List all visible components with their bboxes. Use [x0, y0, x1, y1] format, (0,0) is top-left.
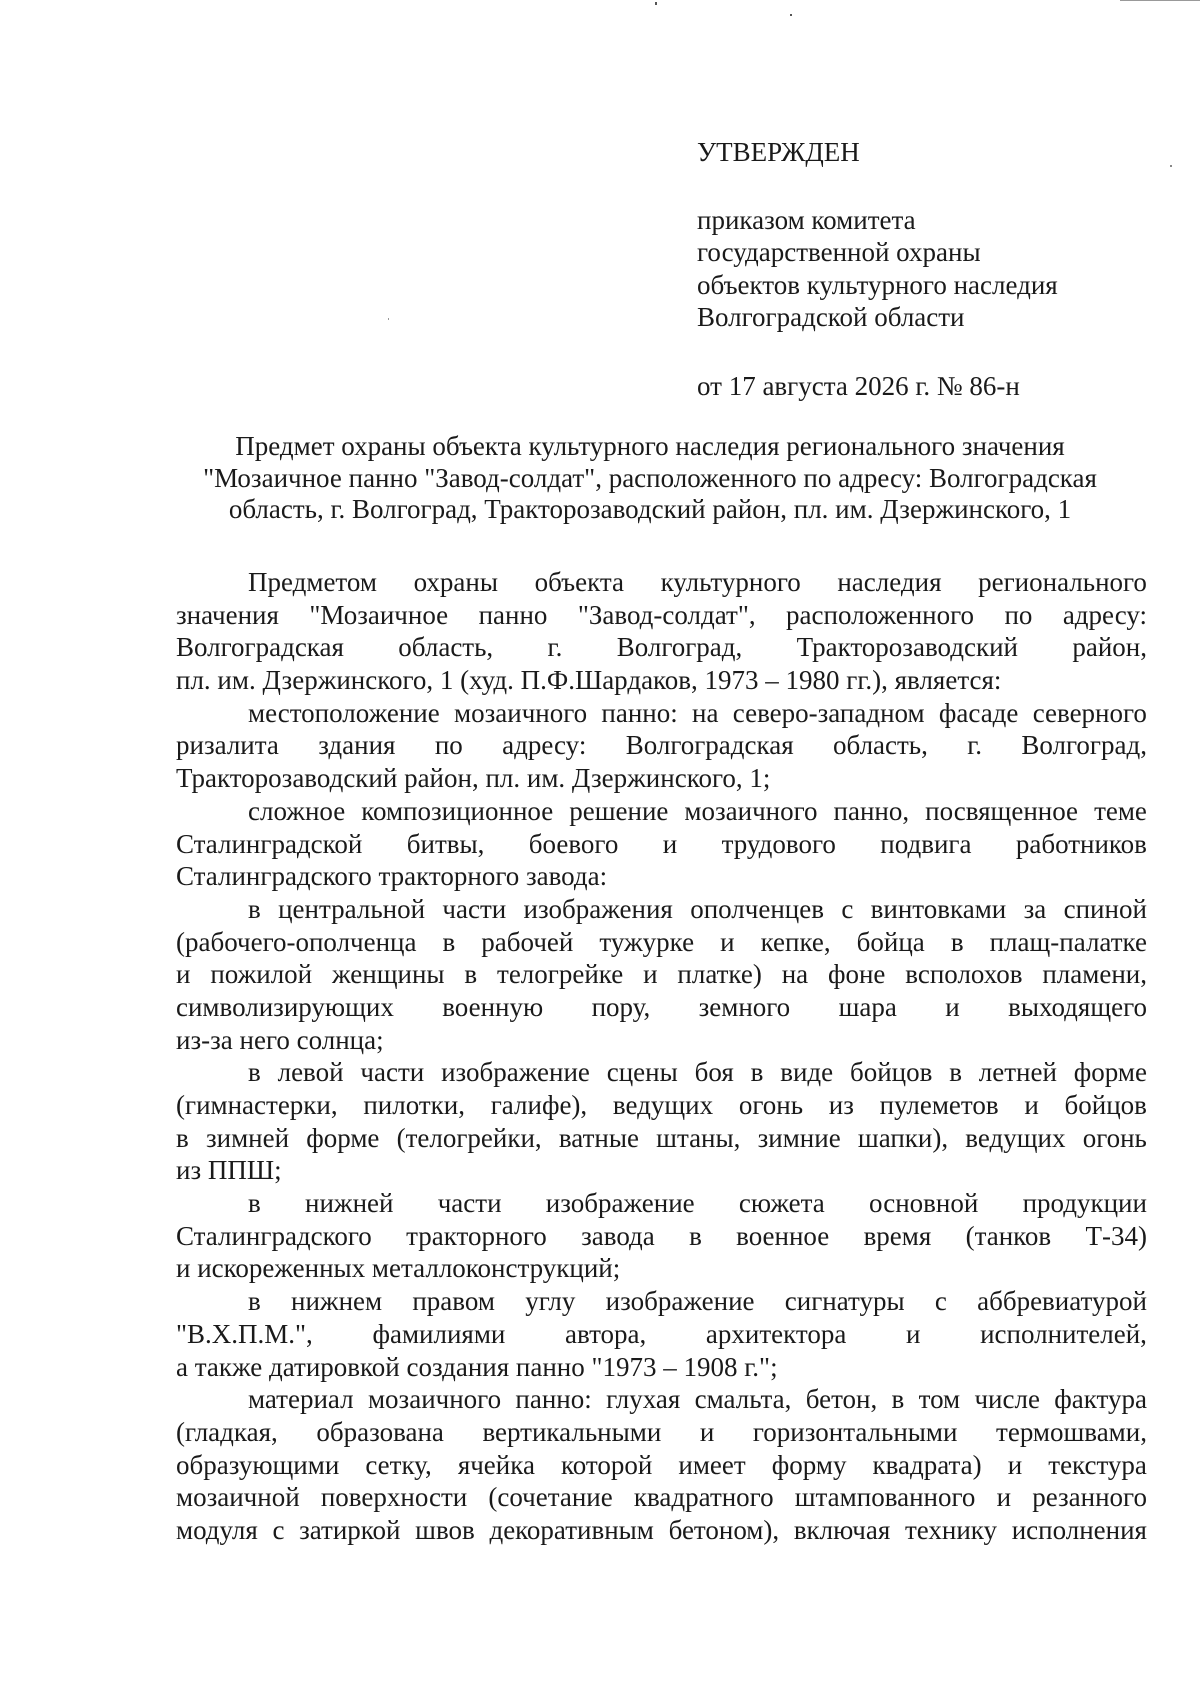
scan-speck [790, 14, 792, 16]
body-line: Тракторозаводский район, пл. им. Дзержинского, 1; [176, 763, 771, 794]
body-word: и [699, 1416, 715, 1447]
body-word: нижнем [291, 1286, 383, 1317]
body-word: включая [793, 1514, 891, 1545]
body-word: Сталинградского [176, 1220, 372, 1251]
body-word: с [272, 1514, 285, 1545]
body-word: и [996, 1482, 1012, 1513]
body-word: и [176, 959, 191, 990]
body-word: образована [316, 1416, 444, 1447]
body-word: в [248, 893, 261, 924]
body-word: и [720, 926, 735, 957]
body-line: и искореженных металлоконструкций; [176, 1253, 621, 1284]
body-line [176, 1285, 1147, 1318]
body-word: резанного [1032, 1482, 1147, 1513]
body-word: фоне [827, 959, 886, 990]
body-word: смальта, [694, 1384, 792, 1415]
body-word: Волгоградская [625, 730, 794, 761]
body-word: исполнителей, [980, 1318, 1147, 1349]
body-word: битвы, [406, 828, 485, 859]
body-word: декоративным [489, 1514, 654, 1545]
body-word: рабочей [481, 926, 574, 957]
body-word: и [643, 959, 658, 990]
body-word: по [434, 730, 463, 761]
body-word: и [945, 991, 960, 1022]
body-word: которой [561, 1449, 653, 1480]
body-word: ведущих [965, 1122, 1066, 1153]
body-word: продукции [1022, 1188, 1147, 1219]
approval-title: УТВЕРЖДЕН [697, 137, 860, 167]
body-word: бетон, [805, 1384, 878, 1415]
heading-line: Предмет охраны объекта культурного наследия регионального значения [235, 431, 1065, 461]
body-line [176, 1187, 1147, 1220]
body-word: Предметом [248, 567, 377, 597]
body-word: ополченцев [690, 893, 824, 924]
body-word: значения [176, 599, 279, 630]
body-word: с [934, 1286, 947, 1317]
body-word: фамилиями [372, 1318, 506, 1349]
body-word: автора, [565, 1318, 647, 1349]
approval-line: объектов культурного наследия [697, 269, 1058, 300]
body-word: регионального [978, 567, 1147, 597]
body-word: зимней [205, 1122, 290, 1153]
body-word: в [248, 1057, 261, 1088]
body-word: бойцов [1064, 1090, 1147, 1120]
body-line [176, 1449, 1147, 1482]
heading-line: область, г. Волгоград, Тракторозаводский район, пл. им. Дзержинского, 1 [228, 494, 1072, 524]
body-word: центральной [278, 893, 426, 924]
scan-speck [388, 318, 389, 320]
body-word: посвященное [925, 795, 1079, 826]
body-word: исполнения [1011, 1514, 1147, 1545]
body-word: по [1004, 599, 1033, 630]
body-word: изображение [545, 1188, 695, 1219]
body-word: мозаичного [454, 697, 588, 728]
body-word: композиционное [361, 795, 554, 826]
body-line [176, 697, 1147, 730]
body-word: панно: [601, 697, 678, 728]
body-word: в [248, 1188, 261, 1219]
body-word: местоположение [248, 697, 440, 728]
body-word: и [1007, 1449, 1023, 1480]
body-word: северо-западном [732, 697, 925, 728]
body-word: (танков [965, 1220, 1052, 1251]
body-word: решение [569, 795, 669, 826]
body-word: в [176, 1122, 189, 1153]
body-word: левой [277, 1057, 344, 1088]
body-word: шапки), [857, 1122, 949, 1153]
body-line [176, 1056, 1147, 1089]
body-word: работников [1015, 828, 1147, 859]
body-line [176, 1220, 1147, 1253]
body-word: (гимнастерки, [176, 1090, 338, 1120]
body-word: бетоном), [668, 1514, 780, 1545]
heading-line: "Мозаичное панно "Завод-солдат", расположенного по адресу: Волгоградская [203, 462, 1097, 493]
body-word: (гладкая, [176, 1416, 278, 1447]
body-line [176, 1416, 1147, 1449]
body-word: культурного [660, 567, 801, 597]
body-word: горизонтальными [752, 1416, 958, 1447]
body-word: символизирующих [176, 991, 394, 1022]
body-word: в [950, 926, 964, 957]
body-word: панно [478, 599, 548, 630]
body-word: термошвами, [996, 1416, 1147, 1447]
body-word: шара [838, 991, 897, 1022]
body-word: аббревиатурой [977, 1286, 1147, 1317]
body-word: нижней [305, 1188, 394, 1219]
body-word: архитектора [705, 1318, 847, 1349]
body-line [176, 566, 1147, 599]
body-word: земного [698, 991, 791, 1022]
body-word: адресу: [1062, 599, 1147, 630]
body-line [176, 1318, 1147, 1351]
body-line [176, 828, 1147, 861]
body-word: пулеметов [879, 1090, 999, 1120]
body-word: область, [833, 730, 928, 761]
body-word: платке) [677, 959, 762, 990]
body-word: военное [736, 1220, 830, 1251]
body-line [176, 599, 1147, 632]
body-word: части [360, 1057, 425, 1088]
body-word: спиной [1063, 893, 1147, 924]
body-word: ячейка [457, 1449, 535, 1480]
body-word: пожилой [210, 959, 313, 990]
body-line [176, 1122, 1147, 1155]
body-word: бойца [856, 926, 925, 957]
body-word: время [863, 1220, 932, 1251]
scan-speck [1170, 165, 1172, 167]
body-word: пламени, [1042, 959, 1147, 990]
body-word: кепке, [760, 926, 831, 957]
body-word: (телогрейки, [396, 1122, 542, 1153]
body-word: г. [967, 730, 983, 761]
body-word: с [841, 893, 854, 924]
body-word: виде [780, 1057, 834, 1088]
body-word: и [662, 828, 678, 859]
body-word: фасаде [938, 697, 1019, 728]
body-word: на [781, 959, 809, 990]
body-word: в [248, 1286, 261, 1317]
body-word: плащ-палатке [989, 926, 1147, 957]
body-line [176, 1089, 1147, 1122]
body-line: пл. им. Дзержинского, 1 (худ. П.Ф.Шардаков, 1973 – 1980 гг.), является: [176, 665, 1002, 696]
body-word: сюжета [738, 1188, 825, 1219]
body-word: летней [978, 1057, 1057, 1088]
approval-date: от 17 августа 2026 г. № 86-н [697, 370, 1020, 401]
body-word: огонь [1082, 1122, 1147, 1153]
body-word: и [1024, 1090, 1039, 1120]
body-word: (сочетание [488, 1482, 613, 1513]
body-word: телогрейке [497, 959, 624, 990]
body-word: бойцов [849, 1057, 933, 1088]
body-word: из [828, 1090, 854, 1120]
body-word: (рабочего-ополченца [176, 926, 417, 957]
body-word: Волгоград, [616, 632, 743, 663]
body-word: винтовками [870, 893, 1007, 924]
body-word: глухая [606, 1384, 681, 1415]
body-word: числе [974, 1384, 1040, 1415]
body-line [176, 991, 1147, 1024]
body-word: в [949, 1057, 962, 1088]
body-word: ватные [558, 1122, 639, 1153]
body-word: боевого [528, 828, 619, 859]
body-word: углу [525, 1286, 576, 1317]
body-word: затиркой [299, 1514, 401, 1545]
body-word: штампованного [794, 1482, 976, 1513]
document-body [176, 566, 1147, 1547]
body-word: форме [1073, 1057, 1147, 1088]
body-word: объекта [534, 567, 624, 597]
body-word: район, [1072, 632, 1147, 663]
body-word: мозаичного [367, 1384, 502, 1415]
body-word: панно, [833, 795, 910, 826]
body-word: военную [442, 991, 544, 1022]
body-word: текстура [1048, 1449, 1147, 1480]
body-word: квадрата) [872, 1449, 982, 1480]
body-word: зимние [757, 1122, 841, 1153]
approval-authority [697, 204, 1147, 334]
body-word: изображения [523, 893, 673, 924]
body-word: том [918, 1384, 961, 1415]
body-word: фактура [1054, 1384, 1147, 1415]
body-word: в [750, 1057, 764, 1088]
body-word: сетку, [365, 1449, 432, 1480]
body-word: в [442, 926, 456, 957]
body-line [176, 1383, 1147, 1416]
body-word: всполохов [905, 959, 1023, 990]
body-word: на [692, 697, 719, 728]
body-word: правом [412, 1286, 495, 1317]
body-word: швов [415, 1514, 475, 1545]
body-word: тракторного [406, 1220, 547, 1251]
body-word: материал [248, 1384, 354, 1415]
body-word: в [891, 1384, 905, 1415]
body-word: выходящего [1008, 991, 1147, 1022]
body-word: за [1023, 893, 1047, 924]
body-word: имеет [678, 1449, 746, 1480]
body-word: Сталинградской [176, 828, 363, 859]
scan-speck [655, 2, 657, 5]
body-word: части [442, 893, 507, 924]
body-word: огонь [738, 1090, 804, 1120]
body-word: здания [318, 730, 396, 761]
body-word: трудового [721, 828, 836, 859]
body-word: галифе), [490, 1090, 588, 1120]
body-word: в [464, 959, 478, 990]
body-word: расположенного [786, 599, 974, 630]
body-word: основной [869, 1188, 979, 1219]
body-word: штаны, [656, 1122, 741, 1153]
body-line [176, 729, 1147, 762]
body-line [176, 1481, 1147, 1514]
body-word: Т-34) [1085, 1220, 1147, 1251]
body-word: боя [694, 1057, 734, 1088]
body-line [176, 926, 1147, 959]
body-word: сигнатуры [784, 1286, 905, 1317]
body-word: поверхности [320, 1482, 468, 1513]
body-line [176, 795, 1147, 828]
body-word: Волгоградская [176, 632, 344, 663]
body-word: "Мозаичное [309, 599, 449, 630]
body-word: область, [398, 632, 494, 663]
approval-line: Волгоградской области [697, 302, 965, 332]
body-word: наследия [837, 567, 942, 597]
body-word: женщины [331, 959, 445, 990]
body-word: сцены [606, 1057, 678, 1088]
body-word: сложное [248, 795, 346, 826]
body-line [176, 1514, 1147, 1547]
body-word: "В.Х.П.М.", [176, 1318, 313, 1349]
body-word: форме [306, 1122, 380, 1153]
body-word: пору, [591, 991, 651, 1022]
body-word: модуля [176, 1514, 258, 1545]
body-word: завода [581, 1220, 655, 1251]
scan-edge-line [1120, 0, 1200, 1]
body-word: тужурке [599, 926, 695, 957]
body-word: изображение [605, 1286, 755, 1317]
body-word: образующими [176, 1449, 340, 1480]
body-line [176, 958, 1147, 991]
body-word: квадратного [633, 1482, 774, 1513]
body-word: изображение [441, 1057, 590, 1088]
body-word: вертикальными [482, 1416, 662, 1447]
body-word: форму [771, 1449, 847, 1480]
body-word: подвига [880, 828, 972, 859]
body-word: мозаичного [684, 795, 818, 826]
body-word: пилотки, [363, 1090, 465, 1120]
approval-stamp [697, 136, 1147, 402]
body-line: а также датировкой создания панно "1973 – 1908 г."; [176, 1351, 778, 1382]
body-word: технику [904, 1514, 998, 1545]
body-word: ризалита [176, 730, 279, 761]
approval-line: государственной охраны [697, 237, 981, 267]
body-word: ведущих [612, 1090, 714, 1120]
body-word: части [437, 1188, 502, 1219]
approval-line: приказом комитета [697, 204, 916, 235]
body-word: панно: [515, 1384, 592, 1415]
body-word: г. [547, 632, 563, 663]
body-line: из-за него солнца; [176, 1024, 384, 1055]
body-line [176, 893, 1147, 926]
body-word: "Завод-солдат", [577, 599, 756, 630]
body-word: адресу: [502, 730, 587, 761]
body-word: Волгоград, [1021, 730, 1147, 761]
body-word: в [689, 1220, 702, 1251]
body-word: мозаичной [176, 1482, 300, 1513]
body-word: северного [1032, 697, 1147, 728]
body-line: из ППШ; [176, 1155, 282, 1186]
document-heading [160, 431, 1140, 526]
body-line: Сталинградского тракторного завода: [176, 861, 608, 892]
body-line [176, 631, 1147, 664]
body-word: теме [1094, 795, 1147, 826]
body-word: и [905, 1318, 921, 1349]
body-word: охраны [413, 567, 498, 597]
body-word: Тракторозаводский [796, 632, 1018, 663]
